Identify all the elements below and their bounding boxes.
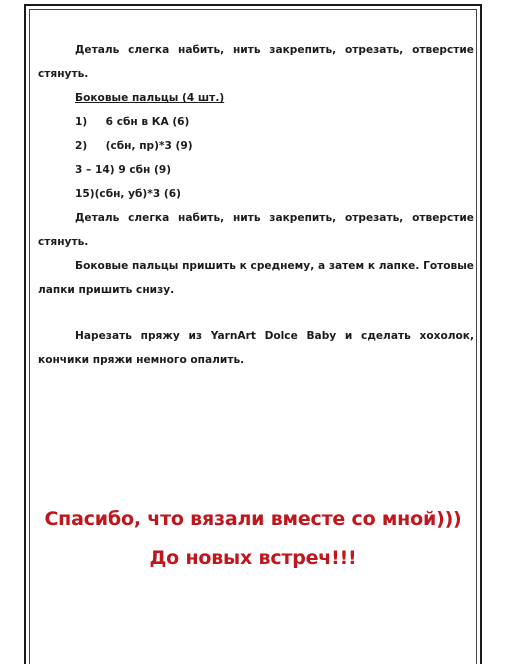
document-body: [38, 38, 474, 372]
spacer: [38, 302, 474, 324]
text-line: Нарезать пряжу из YarnArt Dolce Baby и сделать хохолок,: [75, 330, 474, 342]
pattern-row: 1) 6 сбн в КА (6): [75, 116, 190, 128]
pattern-row: 2) (сбн, пр)*3 (9): [75, 140, 193, 152]
text-line: Деталь слегка набить, нить закрепить, отрезать, отверстие: [75, 212, 474, 224]
paragraph-stuff-and-close-2: [38, 206, 474, 254]
text-line: стянуть.: [38, 236, 89, 248]
text-line: стянуть.: [38, 68, 89, 80]
text-line: кончики пряжи немного опалить.: [38, 354, 245, 366]
pattern-row: 15)(сбн, уб)*3 (6): [75, 188, 181, 200]
paragraph-tuft: [38, 324, 474, 372]
thanks-message: Спасибо, что вязали вместе со мной))): [44, 508, 462, 530]
paragraph-stuff-and-close: [38, 38, 474, 86]
text-line: лапки пришить снизу.: [38, 284, 175, 296]
text-line: Боковые пальцы пришить к среднему, а затем к лапке. Готовые: [75, 260, 474, 272]
farewell-message: До новых встреч!!!: [149, 547, 357, 569]
section-heading-side-toes: Боковые пальцы (4 шт.): [75, 92, 225, 104]
text-line: Деталь слегка набить, нить закрепить, отрезать, отверстие: [75, 44, 474, 56]
paragraph-sew-toes: [38, 254, 474, 302]
pattern-row: 3 – 14) 9 сбн (9): [75, 164, 172, 176]
